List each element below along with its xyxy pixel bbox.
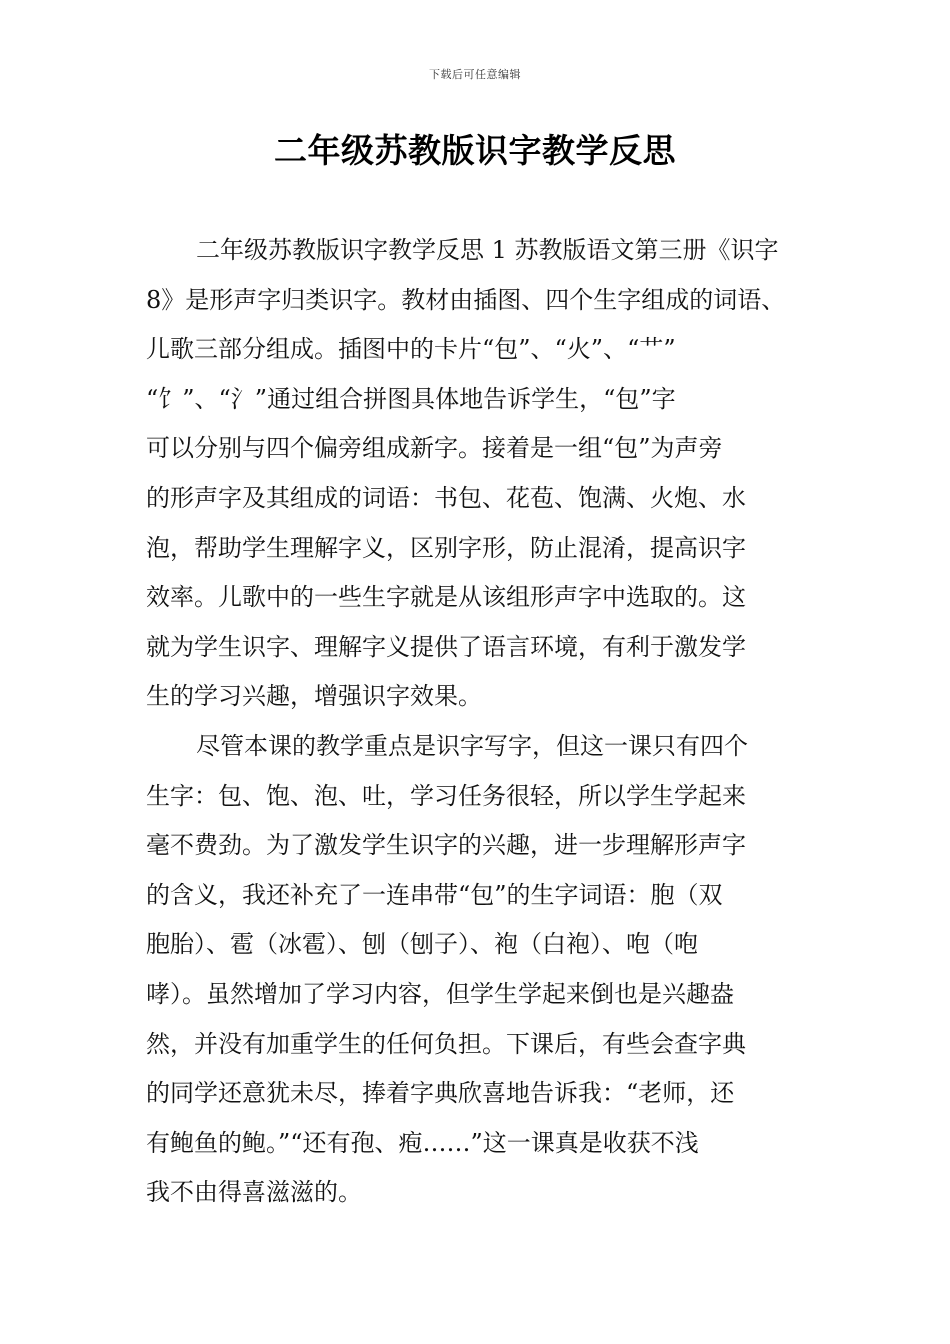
text-line: 生字：包、饱、泡、吐，学习任务很轻，所以学生学起来 bbox=[146, 781, 746, 810]
text-line: 毫不费劲。为了激发学生识字的兴趣，进一步理解形声字 bbox=[146, 831, 746, 860]
text-line: 二年级苏教版识字教学反思 1 苏教版语文第三册《识字 bbox=[196, 236, 779, 264]
text-line: 生的学习兴趣，增强识字效果。 bbox=[146, 682, 482, 711]
text-line: 可以分别与四个偏旁组成新字。接着是一组“包”为声旁 bbox=[146, 434, 723, 463]
text-line: 8》是形声字归类识字。教材由插图、四个生字组成的词语、 bbox=[146, 285, 786, 314]
text-line: 我不由得喜滋滋的。 bbox=[146, 1178, 362, 1207]
document-body bbox=[146, 226, 808, 1218]
text-line: 尽管本课的教学重点是识字写字，但这一课只有四个 bbox=[196, 731, 748, 760]
paragraph-2 bbox=[146, 722, 808, 1218]
text-line: 就为学生识字、理解字义提供了语言环境，有利于激发学 bbox=[146, 632, 746, 661]
text-line: 有鲍鱼的鲍。”“还有孢、疱……”这一课真是收获不浅 bbox=[146, 1128, 699, 1157]
text-line: 泡，帮助学生理解字义，区别字形，防止混淆，提高识字 bbox=[146, 533, 746, 562]
text-line: 的含义，我还补充了一连串带“包”的生字词语：胞（双 bbox=[146, 880, 723, 909]
text-line: “饣”、“氵”通过组合拼图具体地告诉学生，“包”字 bbox=[146, 384, 676, 413]
text-line: 的形声字及其组成的词语：书包、花苞、饱满、火炮、水 bbox=[146, 483, 746, 512]
text-line: 儿歌三部分组成。插图中的卡片“包”、“火”、“艹” bbox=[146, 335, 676, 364]
text-line: 胞胎）、雹（冰雹）、刨（刨子）、袍（白袍）、咆（咆 bbox=[146, 930, 698, 959]
text-line: 效率。儿歌中的一些生字就是从该组形声字中选取的。这 bbox=[146, 583, 746, 612]
text-line: 哮）。虽然增加了学习内容，但学生学起来倒也是兴趣盎 bbox=[146, 979, 734, 1008]
header-note: 下载后可任意编辑 bbox=[429, 68, 521, 81]
text-line: 的同学还意犹未尽，捧着字典欣喜地告诉我：“老师，还 bbox=[146, 1079, 735, 1108]
document-title: 二年级苏教版识字教学反思 bbox=[274, 131, 676, 170]
text-line: 然，并没有加重学生的任何负担。下课后，有些会查字典 bbox=[146, 1029, 746, 1058]
paragraph-1 bbox=[146, 226, 808, 722]
